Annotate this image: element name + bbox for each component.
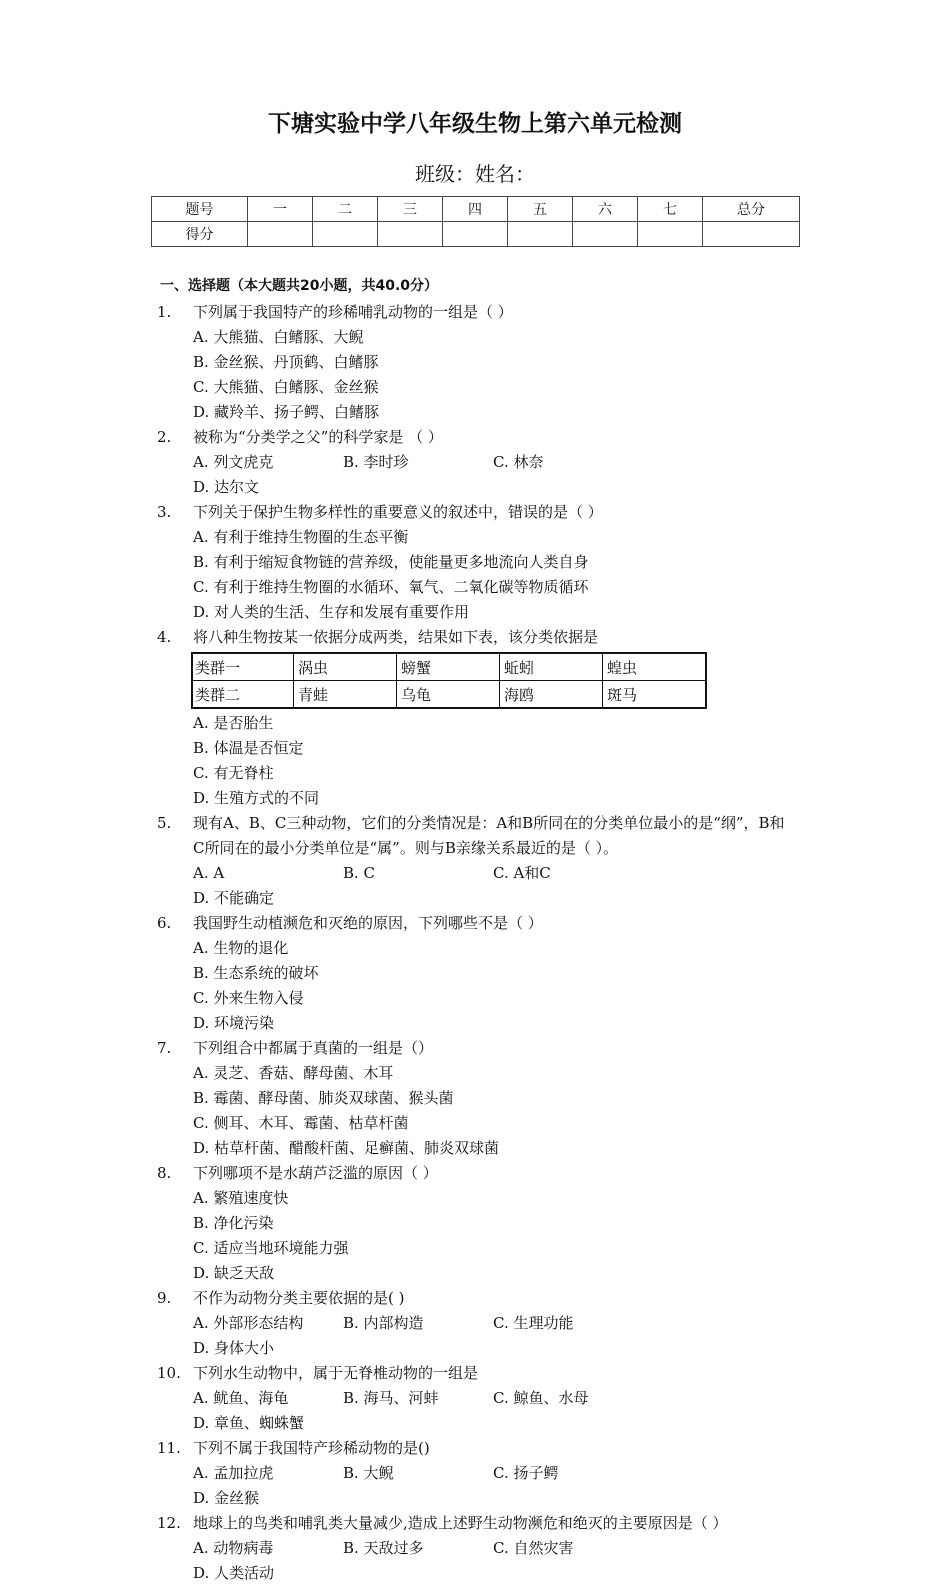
- table-cell: 乌龟: [397, 681, 500, 709]
- answer-option: A. 生物的退化: [193, 939, 289, 957]
- answer-option: D. 缺乏天敌: [193, 1264, 275, 1282]
- answer-option: B. C: [343, 864, 376, 882]
- question-number: 6.: [157, 914, 172, 932]
- answer-option: D. 达尔文: [193, 478, 260, 496]
- answer-option: C. 扬子鳄: [493, 1464, 559, 1482]
- question-stem: [150, 1361, 790, 1386]
- answer-option: C. 适应当地环境能力强: [193, 1239, 349, 1257]
- question-text: 不作为动物分类主要依据的是( ): [193, 1289, 405, 1307]
- score-cell: [313, 222, 378, 247]
- score-header-cell: 一: [248, 197, 313, 222]
- answer-options: [150, 711, 790, 811]
- answer-option: B. 海马、河蚌: [343, 1389, 439, 1407]
- question-3: [150, 500, 790, 625]
- answer-option: A. 繁殖速度快: [193, 1189, 289, 1207]
- answer-option: C. 侧耳、木耳、霉菌、枯草杆菌: [193, 1114, 409, 1132]
- question-number: 7.: [157, 1039, 172, 1057]
- answer-option: C. A和C: [493, 864, 551, 882]
- answer-options: [150, 1061, 790, 1161]
- question-number: 9.: [157, 1289, 172, 1307]
- answer-options: [150, 936, 790, 1036]
- answer-option: C. 有利于维持生物圈的水循环、氧气、二氧化碳等物质循环: [193, 578, 589, 596]
- answer-options: [150, 325, 790, 425]
- question-text: 地球上的鸟类和哺乳类大量减少,造成上述野生动物濒危和绝灭的主要原因是（ ）: [193, 1514, 728, 1532]
- answer-option: C. 外来生物入侵: [193, 989, 304, 1007]
- question-6: [150, 911, 790, 1036]
- answer-option: D. 藏羚羊、扬子鳄、白鳍豚: [193, 403, 380, 421]
- answer-option: D. 人类活动: [193, 1564, 275, 1582]
- score-header-cell: 三: [378, 197, 443, 222]
- question-11: [150, 1436, 790, 1511]
- question-text: 现有A、B、C三种动物，它们的分类情况是：A和B所同在的分类单位最小的是“纲”，B和C所同在的最小分类单位是“属”。则与B亲缘关系最近的是（ ）。: [193, 814, 785, 857]
- score-header-cell: 总分: [703, 197, 800, 222]
- answer-options: [150, 525, 790, 625]
- answer-option: A. A: [193, 864, 225, 882]
- question-stem: [150, 1436, 790, 1461]
- question-list: [150, 300, 790, 1586]
- score-table-score-row: [152, 222, 800, 247]
- score-header-cell: 五: [508, 197, 573, 222]
- question-5: [150, 811, 790, 911]
- answer-option: B. 金丝猴、丹顶鹤、白鳍豚: [193, 353, 379, 371]
- classification-table: [191, 652, 707, 709]
- question-2: [150, 425, 790, 500]
- answer-option: A. 动物病毒: [193, 1539, 274, 1557]
- answer-options: [150, 861, 790, 911]
- answer-option: B. 天敌过多: [343, 1539, 424, 1557]
- answer-option: B. 李时珍: [343, 453, 409, 471]
- answer-options: [150, 1461, 790, 1511]
- question-9: [150, 1286, 790, 1361]
- question-stem: [150, 500, 790, 525]
- answer-option: A. 是否胎生: [193, 714, 274, 732]
- answer-option: C. 生理功能: [493, 1314, 574, 1332]
- question-stem: [150, 300, 790, 325]
- table-cell: 海鸥: [500, 681, 603, 709]
- question-8: [150, 1161, 790, 1286]
- question-number: 4.: [157, 628, 172, 646]
- question-7: [150, 1036, 790, 1161]
- answer-option: D. 枯草杆菌、醋酸杆菌、足癣菌、肺炎双球菌: [193, 1139, 500, 1157]
- answer-option: A. 灵芝、香菇、酵母菌、木耳: [193, 1064, 394, 1082]
- question-number: 1.: [157, 303, 172, 321]
- score-cell: [443, 222, 508, 247]
- answer-option: B. 内部构造: [343, 1314, 424, 1332]
- question-text: 我国野生动植濒危和灭绝的原因，下列哪些不是（ ）: [193, 914, 543, 932]
- answer-option: D. 环境污染: [193, 1014, 275, 1032]
- answer-option: A. 外部形态结构: [193, 1314, 304, 1332]
- score-header-cell: 二: [313, 197, 378, 222]
- question-text: 下列组合中都属于真菌的一组是（）: [193, 1039, 434, 1057]
- score-table-header-row: [152, 197, 800, 222]
- answer-options: [150, 1386, 790, 1436]
- table-cell: 蝗虫: [603, 653, 707, 681]
- score-header-cell: 题号: [152, 197, 248, 222]
- question-number: 12.: [157, 1514, 181, 1532]
- score-cell: [573, 222, 638, 247]
- question-stem: [150, 811, 790, 861]
- question-number: 10.: [157, 1364, 181, 1382]
- question-text: 下列属于我国特产的珍稀哺乳动物的一组是（ ）: [193, 303, 513, 321]
- question-4: [150, 625, 790, 811]
- page-title: 下塘实验中学八年级生物上第六单元检测: [268, 111, 682, 137]
- answer-option: B. 净化污染: [193, 1214, 274, 1232]
- score-cell: [638, 222, 703, 247]
- answer-options: [150, 1186, 790, 1286]
- question-12: [150, 1511, 790, 1586]
- table-cell: 蚯蚓: [500, 653, 603, 681]
- answer-options: [150, 450, 790, 500]
- answer-option: D. 不能确定: [193, 889, 275, 907]
- answer-option: C. 大熊猫、白鳍豚、金丝猴: [193, 378, 379, 396]
- answer-options: [150, 1536, 790, 1586]
- answer-option: B. 有利于缩短食物链的营养级，使能量更多地流向人类自身: [193, 553, 589, 571]
- answer-option: B. 大鲵: [343, 1464, 394, 1482]
- question-stem: [150, 425, 790, 450]
- table-row: [192, 681, 706, 709]
- score-table: [151, 196, 800, 247]
- answer-option: C. 有无脊柱: [193, 764, 274, 782]
- score-cell: [703, 222, 800, 247]
- question-stem: [150, 1161, 790, 1186]
- score-row-label: 得分: [152, 222, 248, 247]
- score-cell: [378, 222, 443, 247]
- answer-option: B. 生态系统的破坏: [193, 964, 319, 982]
- answer-option: C. 鲸鱼、水母: [493, 1389, 589, 1407]
- question-stem: [150, 911, 790, 936]
- answer-option: C. 自然灾害: [493, 1539, 574, 1557]
- question-text: 下列不属于我国特产珍稀动物的是(): [193, 1439, 430, 1457]
- score-header-cell: 四: [443, 197, 508, 222]
- answer-option: A. 孟加拉虎: [193, 1464, 274, 1482]
- question-number: 5.: [157, 814, 172, 832]
- question-text: 下列哪项不是水葫芦泛滥的原因（ ）: [193, 1164, 438, 1182]
- section-heading: 一、选择题（本大题共20小题，共40.0分）: [160, 278, 439, 294]
- question-stem: [150, 625, 790, 650]
- table-cell: 青蛙: [294, 681, 397, 709]
- table-cell: 斑马: [603, 681, 707, 709]
- question-10: [150, 1361, 790, 1436]
- question-text: 下列水生动物中，属于无脊椎动物的一组是: [193, 1364, 479, 1382]
- answer-option: A. 有利于维持生物圈的生态平衡: [193, 528, 409, 546]
- answer-option: A. 鱿鱼、海龟: [193, 1389, 289, 1407]
- table-cell: 涡虫: [294, 653, 397, 681]
- answer-option: D. 身体大小: [193, 1339, 275, 1357]
- question-stem: [150, 1036, 790, 1061]
- table-row: [192, 653, 706, 681]
- question-number: 2.: [157, 428, 172, 446]
- question-text: 下列关于保护生物多样性的重要意义的叙述中，错误的是（ ）: [193, 503, 603, 521]
- answer-option: D. 生殖方式的不同: [193, 789, 320, 807]
- question-text: 将八种生物按某一依据分成两类，结果如下表，该分类依据是: [193, 628, 599, 646]
- answer-option: D. 章鱼、蜘蛛蟹: [193, 1414, 305, 1432]
- answer-option: D. 对人类的生活、生存和发展有重要作用: [193, 603, 470, 621]
- answer-option: D. 金丝猴: [193, 1489, 260, 1507]
- table-cell: 螃蟹: [397, 653, 500, 681]
- score-header-cell: 七: [638, 197, 703, 222]
- answer-option: B. 体温是否恒定: [193, 739, 304, 757]
- class-name-line: 班级：姓名：: [415, 162, 535, 186]
- table-cell: 类群二: [192, 681, 294, 709]
- question-1: [150, 300, 790, 425]
- question-number: 3.: [157, 503, 172, 521]
- question-stem: [150, 1511, 790, 1536]
- answer-option: A. 列文虎克: [193, 453, 274, 471]
- question-text: 被称为“分类学之父”的科学家是 （ ）: [193, 428, 443, 446]
- question-number: 11.: [157, 1439, 181, 1457]
- answer-option: C. 林奈: [493, 453, 544, 471]
- answer-option: A. 大熊猫、白鳍豚、大鲵: [193, 328, 364, 346]
- question-stem: [150, 1286, 790, 1311]
- table-cell: 类群一: [192, 653, 294, 681]
- score-cell: [508, 222, 573, 247]
- answer-options: [150, 1311, 790, 1361]
- score-cell: [248, 222, 313, 247]
- score-header-cell: 六: [573, 197, 638, 222]
- question-number: 8.: [157, 1164, 172, 1182]
- answer-option: B. 霉菌、酵母菌、肺炎双球菌、猴头菌: [193, 1089, 454, 1107]
